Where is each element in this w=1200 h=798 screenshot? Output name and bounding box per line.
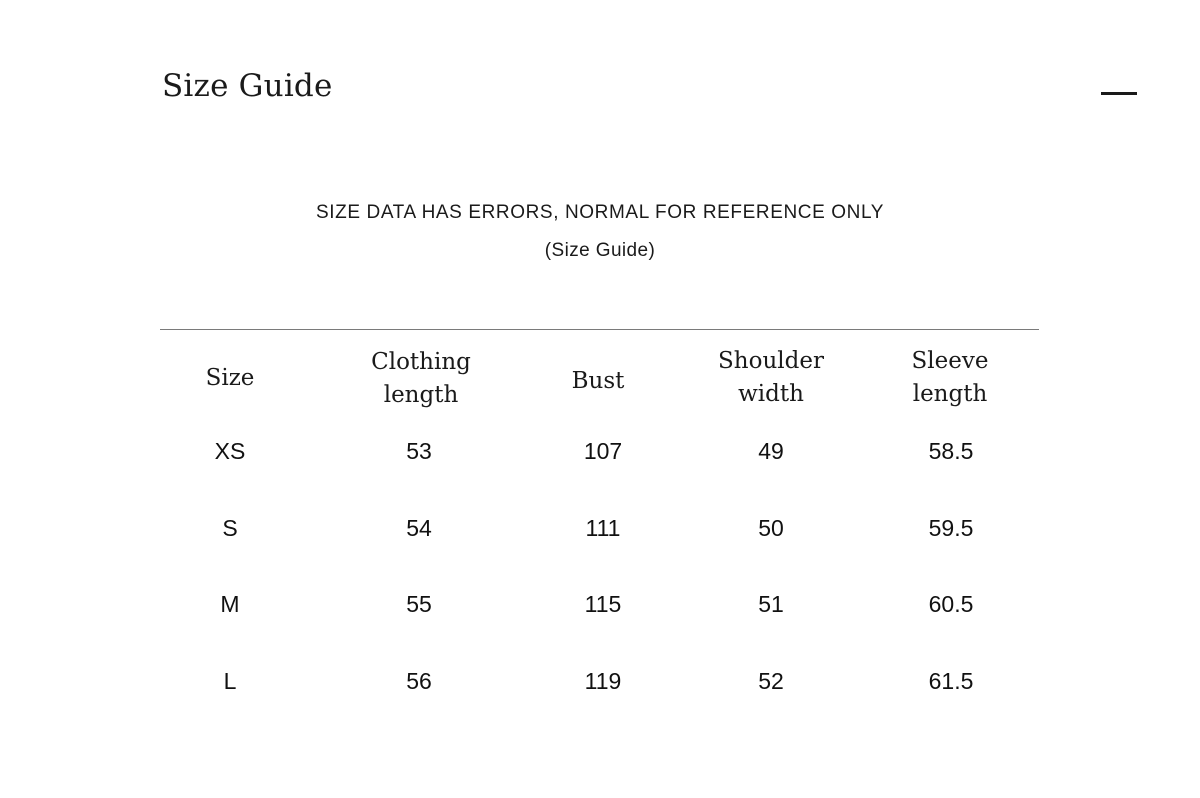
table-cell-clothing-length: 55 xyxy=(406,591,432,617)
table-cell-bust: 107 xyxy=(583,438,623,464)
minimize-icon[interactable] xyxy=(1101,92,1137,95)
table-cell-size: L xyxy=(223,668,237,694)
column-header-line: length xyxy=(912,381,988,407)
table-cell-size: S xyxy=(222,515,238,541)
subtitle-text: (Size Guide) xyxy=(544,240,656,261)
column-header-line: Clothing xyxy=(371,349,471,375)
table-cell-shoulder-width: 49 xyxy=(758,438,784,464)
table-cell-clothing-length: 56 xyxy=(406,668,432,694)
page-title: Size Guide xyxy=(162,68,333,104)
table-cell-sleeve-length: 61.5 xyxy=(928,668,974,694)
table-cell-sleeve-length: 58.5 xyxy=(928,438,974,464)
table-cell-clothing-length: 53 xyxy=(406,438,432,464)
table-cell-shoulder-width: 52 xyxy=(758,668,784,694)
column-header-line: width xyxy=(738,381,804,407)
column-header-line: Sleeve xyxy=(911,348,989,374)
table-cell-clothing-length: 54 xyxy=(406,515,432,541)
column-header-line: Bust xyxy=(571,368,625,394)
table-cell-bust: 111 xyxy=(585,515,621,541)
table-cell-bust: 119 xyxy=(584,668,622,694)
disclaimer-text: SIZE DATA HAS ERRORS, NORMAL FOR REFERENCE ONLY xyxy=(315,202,885,223)
table-cell-shoulder-width: 50 xyxy=(758,515,784,541)
column-header-sleeve-length xyxy=(912,345,989,411)
column-header-line: Size xyxy=(205,365,255,391)
table-divider xyxy=(160,329,1039,330)
column-header-bust xyxy=(572,365,625,398)
column-header-size xyxy=(206,362,255,395)
column-header-clothing-length xyxy=(371,346,471,412)
table-cell-sleeve-length: 60.5 xyxy=(928,591,974,617)
column-header-shoulder-width xyxy=(718,345,824,411)
column-header-line: length xyxy=(383,382,459,408)
table-cell-bust: 115 xyxy=(584,591,622,617)
table-cell-sleeve-length: 59.5 xyxy=(928,515,974,541)
table-cell-size: XS xyxy=(214,438,246,464)
table-cell-shoulder-width: 51 xyxy=(758,591,784,617)
column-header-line: Shoulder xyxy=(718,348,824,374)
table-cell-size: M xyxy=(220,591,240,617)
